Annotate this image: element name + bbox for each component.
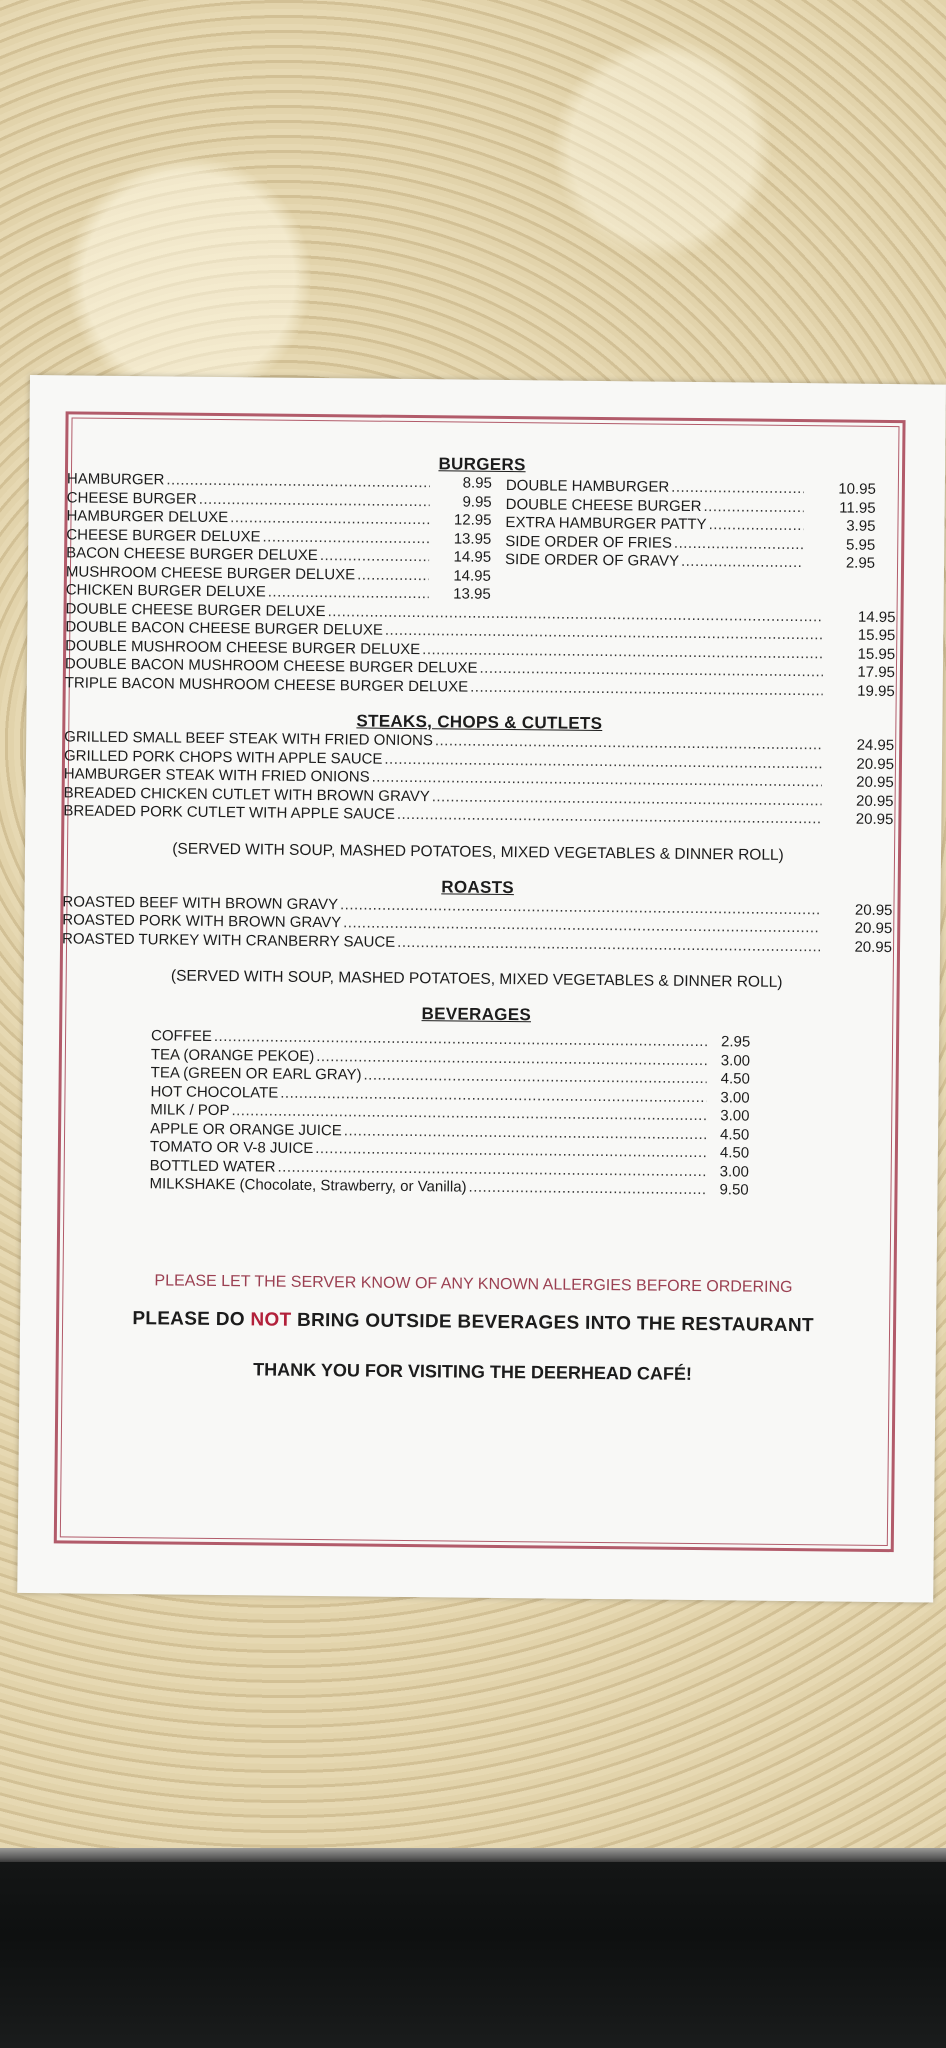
item-price: 2.95	[845, 554, 876, 572]
item-name: DOUBLE HAMBURGER	[505, 476, 670, 496]
item-price: 3.95	[846, 517, 876, 535]
item-price: 11.95	[839, 498, 876, 517]
item-name: TEA (ORANGE PEKOE)	[150, 1045, 315, 1065]
item-price: 13.95	[453, 529, 492, 548]
burgers-title: BURGERS	[438, 454, 526, 475]
beverages-title: BEVERAGES	[421, 1004, 532, 1025]
dot-leader	[262, 528, 429, 548]
item-name: APPLE OR ORANGE JUICE	[150, 1119, 342, 1139]
item-name: COFFEE	[150, 1027, 213, 1045]
item-name: HAMBURGER DELUXE	[66, 507, 229, 527]
dot-leader	[671, 479, 804, 499]
item-name: DOUBLE MUSHROOM CHEESE BURGER DELUXE	[65, 636, 421, 658]
item-price: 20.95	[854, 901, 893, 919]
item-name: TEA (GREEN OR EARL GRAY)	[150, 1064, 362, 1084]
item-price: 3.00	[719, 1162, 749, 1181]
item-price: 24.95	[856, 736, 895, 755]
dot-leader	[681, 553, 803, 573]
item-price: 2.95	[720, 1033, 751, 1051]
item-price: 14.95	[453, 548, 492, 566]
menu-item-row	[505, 551, 875, 573]
dot-leader	[674, 534, 803, 554]
item-price: 9.95	[462, 493, 492, 511]
allergy-notice: PLEASE LET THE SERVER KNOW OF ANY KNOWN ALLERGIES BEFORE ORDERING	[154, 1271, 793, 1296]
item-price: 17.95	[857, 663, 896, 682]
menu-sheet	[17, 375, 946, 1603]
burgers-deluxe-list	[65, 600, 896, 701]
item-price: 4.50	[720, 1070, 750, 1088]
warning-not-word: NOT	[250, 1308, 292, 1331]
dot-leader	[397, 933, 820, 956]
roasts-served-with-note: (SERVED WITH SOUP, MASHED POTATOES, MIXED VEGETABLES & DINNER ROLL)	[170, 967, 783, 991]
item-name: CHICKEN BURGER DELUXE	[65, 581, 266, 601]
item-name: MILK / POP	[150, 1101, 230, 1120]
item-name: CHEESE BURGER DELUXE	[66, 525, 261, 545]
outside-beverages-warning	[58, 1307, 888, 1338]
item-name: EXTRA HAMBURGER PATTY	[505, 513, 707, 534]
dot-leader	[230, 509, 429, 530]
burgers-columns	[66, 470, 897, 608]
item-price: 19.95	[857, 682, 895, 700]
dot-leader	[199, 490, 430, 511]
item-price: 5.95	[845, 536, 876, 554]
item-price: 15.95	[857, 645, 896, 663]
warning-text-start: PLEASE DO	[132, 1307, 251, 1330]
item-price: 10.95	[838, 480, 876, 498]
item-price: 3.00	[720, 1051, 751, 1070]
item-name: ROASTED BEEF WITH BROWN GRAVY	[62, 892, 339, 913]
item-name: GRILLED SMALL BEEF STEAK WITH FRIED ONIONS	[64, 728, 433, 750]
item-name: BREADED CHICKEN CUTLET WITH BROWN GRAVY	[63, 783, 430, 805]
thank-you-message: THANK YOU FOR VISITING THE DEERHEAD CAFÉ!	[253, 1358, 693, 1384]
item-price: 9.50	[719, 1181, 749, 1199]
burgers-left-column	[66, 470, 492, 604]
item-price: 15.95	[857, 626, 896, 645]
steaks-served-with-note: (SERVED WITH SOUP, MASHED POTATOES, MIXED VEGETABLES & DINNER ROLL)	[172, 840, 784, 864]
item-price: 20.95	[856, 755, 895, 773]
item-price: 12.95	[453, 511, 492, 529]
item-name: GRILLED PORK CHOPS WITH APPLE SAUCE	[63, 746, 383, 768]
burgers-right-column	[505, 477, 876, 608]
item-name: HAMBURGER STEAK WITH FRIED ONIONS	[63, 765, 370, 786]
dot-leader	[268, 584, 429, 604]
item-name: MUSHROOM CHEESE BURGER DELUXE	[65, 562, 356, 583]
steaks-title: STEAKS, CHOPS & CUTLETS	[356, 711, 603, 734]
item-price: 14.95	[453, 566, 492, 585]
beverages-list	[59, 1026, 771, 1200]
dot-leader	[709, 516, 804, 535]
item-price: 20.95	[854, 938, 893, 956]
item-name: SIDE ORDER OF FRIES	[505, 532, 673, 552]
item-price: 14.95	[857, 608, 896, 626]
menu-content	[57, 450, 897, 1386]
item-price: 20.95	[855, 792, 894, 810]
item-price: 3.00	[720, 1107, 750, 1125]
dot-leader	[357, 566, 429, 585]
dot-leader	[397, 806, 822, 829]
item-name: DOUBLE CHEESE BURGER	[505, 495, 702, 515]
item-price: 8.95	[462, 474, 492, 492]
item-name: DOUBLE CHEESE BURGER DELUXE	[65, 599, 326, 620]
item-price: 3.00	[720, 1088, 750, 1107]
dot-leader	[320, 547, 429, 567]
item-name: MILKSHAKE (Chocolate, Strawberry, or Vanilla)	[149, 1175, 467, 1196]
warning-text-end: BRING OUTSIDE BEVERAGES INTO THE RESTAURANT	[291, 1309, 814, 1336]
item-price: 4.50	[719, 1125, 750, 1144]
item-price: 20.95	[854, 919, 893, 938]
item-name: ROASTED PORK WITH BROWN GRAVY	[62, 911, 342, 932]
roasts-list	[62, 893, 893, 957]
dot-leader	[468, 1179, 705, 1200]
item-name: CHEESE BURGER	[66, 488, 197, 508]
dot-leader	[470, 678, 823, 700]
item-name: HOT CHOCOLATE	[150, 1082, 279, 1102]
steaks-list	[63, 728, 894, 829]
roasts-title: ROASTS	[441, 876, 515, 897]
item-price: 20.95	[855, 810, 894, 829]
item-name: BACON CHEESE BURGER DELUXE	[66, 544, 318, 565]
item-name: BOTTLED WATER	[149, 1156, 276, 1176]
item-name: DOUBLE BACON MUSHROOM CHEESE BURGER DELUXE	[64, 655, 478, 677]
dot-leader	[703, 498, 803, 518]
item-price: 13.95	[453, 585, 491, 603]
item-name: DOUBLE BACON CHEESE BURGER DELUXE	[65, 618, 384, 639]
item-name: BREADED PORK CUTLET WITH APPLE SAUCE	[63, 802, 395, 823]
dark-floor-area	[0, 1862, 946, 2048]
item-name: ROASTED TURKEY WITH CRANBERRY SAUCE	[62, 929, 396, 951]
item-name: SIDE ORDER OF GRAVY	[505, 550, 680, 570]
item-price: 20.95	[856, 773, 894, 792]
item-name: HAMBURGER	[66, 470, 165, 489]
item-price: 4.50	[719, 1144, 750, 1162]
item-name: TRIPLE BACON MUSHROOM CHEESE BURGER DELUXE	[64, 673, 469, 696]
item-name: TOMATO OR V-8 JUICE	[149, 1138, 314, 1158]
